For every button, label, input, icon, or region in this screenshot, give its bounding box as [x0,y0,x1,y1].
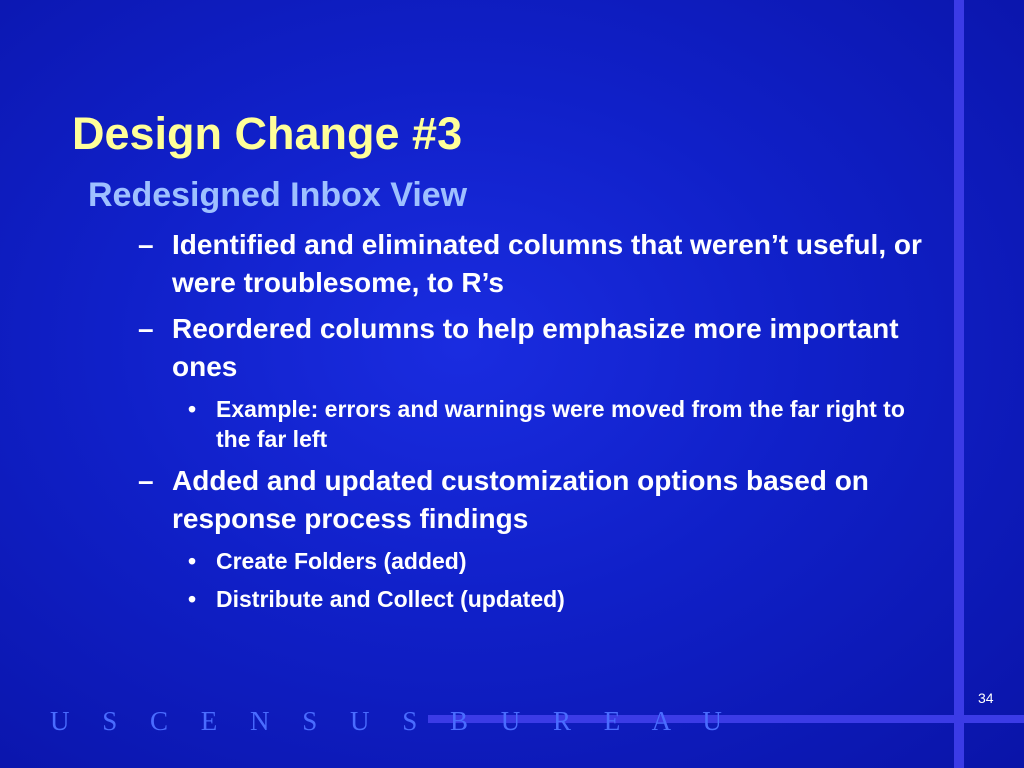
slide-subtitle: Redesigned Inbox View [88,176,468,214]
dash-marker: – [138,465,154,496]
sub-bullet-item [188,394,936,454]
bullet-item [138,462,932,538]
vertical-accent-line [954,0,964,768]
sub-bullet-text: Example: errors and warnings were moved from the far right to the far left [216,396,905,452]
dash-marker: – [138,229,154,260]
bullet-dot-marker: • [188,396,197,422]
bullet-text: Identified and eliminated columns that weren’t useful, or were troublesome, to R’s [172,229,922,298]
sub-bullet-item [188,584,936,614]
sub-bullet-item [188,546,936,576]
dash-marker: – [138,313,154,344]
census-bureau-logo: U S C E N S U S B U R E A U [50,706,726,736]
bullet-item [138,226,932,302]
bullet-dot-marker: • [188,586,197,612]
slide-title: Design Change #3 [72,108,463,159]
bullet-dot-marker: • [188,548,197,574]
sub-bullet-text: Create Folders (added) [216,548,467,574]
slide-body [0,226,950,622]
bullet-item [138,310,932,386]
bullet-text: Added and updated customization options based on response process findings [172,465,869,534]
slide-number: 34 [978,690,994,706]
sub-bullet-text: Distribute and Collect (updated) [216,586,565,612]
bullet-text: Reordered columns to help emphasize more important ones [172,313,899,382]
